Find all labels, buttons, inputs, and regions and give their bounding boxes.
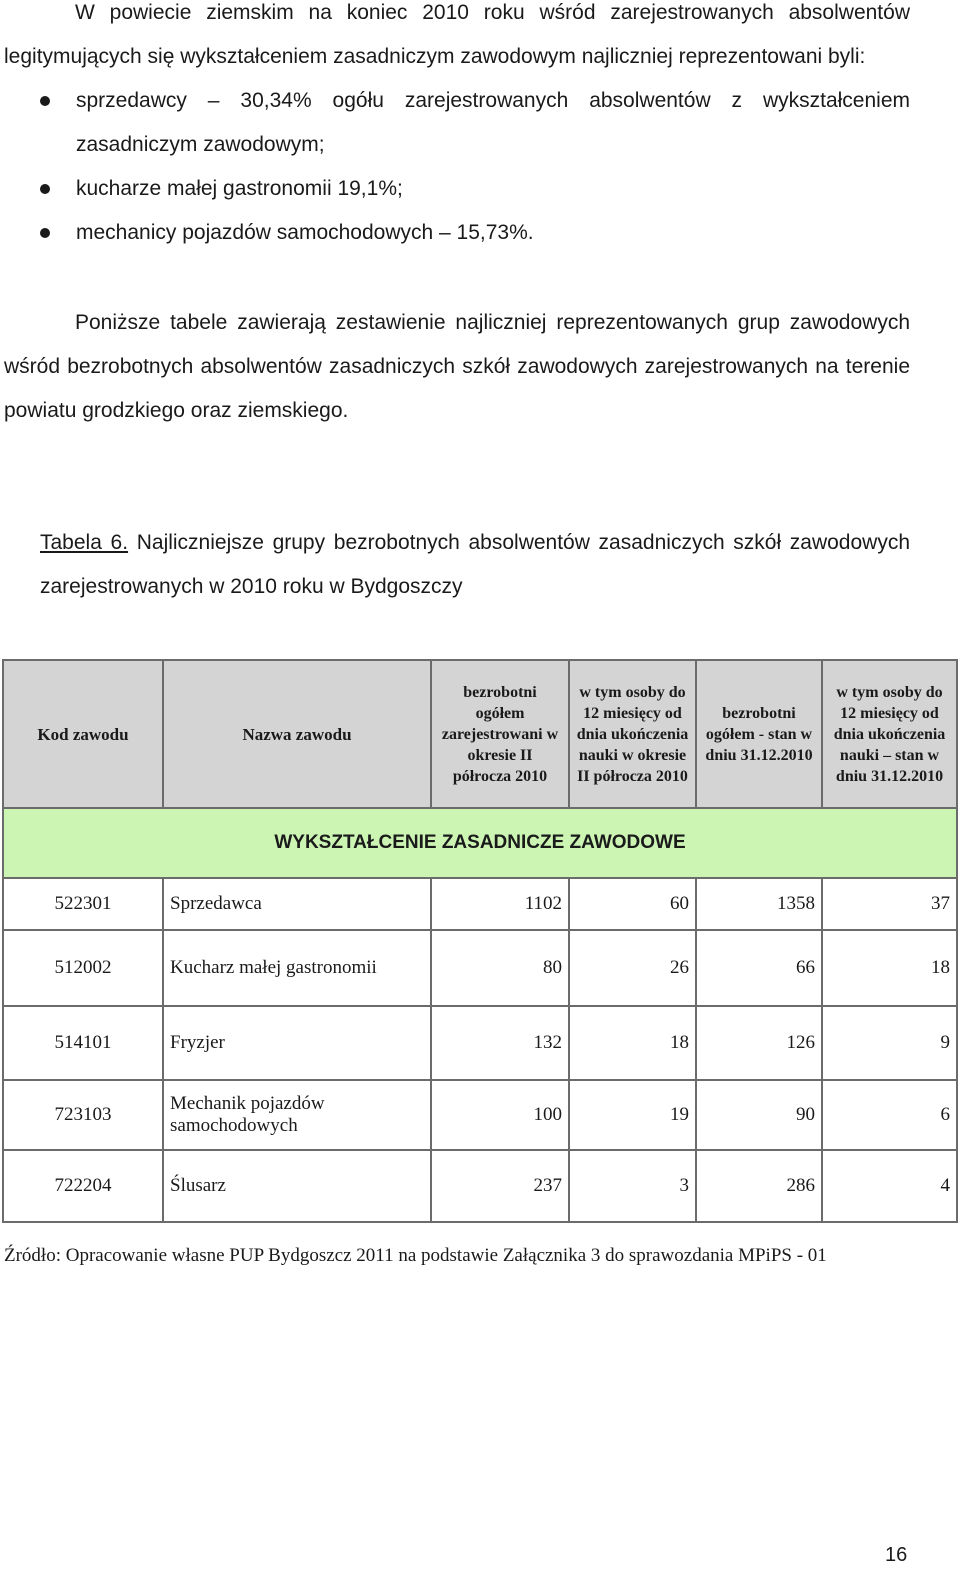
header-stan-31-12: bezrobotni ogółem - stan w dniu 31.12.2010 — [696, 660, 822, 808]
bullet-dot-icon — [40, 184, 50, 194]
table-caption-text: Najliczniejsze grupy bezrobotnych absolwentów zasadniczych szkół zawodowych zarejestrowanych w 2010 roku w Bydgoszczy — [40, 531, 910, 598]
header-nazwa-zawodu: Nazwa zawodu — [163, 660, 431, 808]
header-do-12-miesiecy-stan: w tym osoby do 12 miesięcy od dnia ukończenia nauki – stan w dniu 31.12.2010 — [822, 660, 957, 808]
header-bezrobotni-ogolem: bezrobotni ogółem zarejestrowani w okresie II półrocza 2010 — [431, 660, 569, 808]
list-item: sprzedawcy – 30,34% ogółu zarejestrowanych absolwentów z wykształceniem zasadniczym zawodowym; — [0, 79, 910, 167]
page-number: 16 — [885, 1544, 908, 1566]
bullet-dot-icon — [40, 228, 50, 238]
table-row: 722204 Ślusarz 237 3 286 4 — [3, 1150, 957, 1222]
bullet-dot-icon — [40, 96, 50, 106]
header-do-12-miesiecy: w tym osoby do 12 miesięcy od dnia ukończenia nauki w okresie II półrocza 2010 — [569, 660, 696, 808]
section-row — [3, 808, 957, 878]
table-row: 512002 Kucharz małej gastronomii 80 26 66 18 — [3, 930, 957, 1006]
table-row: 514101 Fryzjer 132 18 126 9 — [3, 1006, 957, 1080]
data-table — [2, 659, 958, 1223]
section-title: WYKSZTAŁCENIE ZASADNICZE ZAWODOWE — [3, 808, 957, 878]
intro-paragraph — [4, 0, 910, 79]
list-item: mechanicy pojazdów samochodowych – 15,73%. — [0, 211, 910, 255]
table-header-row — [3, 660, 957, 808]
table-row: 723103 Mechanik pojazdów samochodowych 100 19 90 6 — [3, 1080, 957, 1150]
bullet-list — [0, 79, 910, 255]
source-note: Źródło: Opracowanie własne PUP Bydgoszcz 2011 na podstawie Załącznika 3 do sprawozdania MPiPS - 01 — [4, 1245, 827, 1266]
header-kod-zawodu: Kod zawodu — [3, 660, 163, 808]
summary-paragraph: Poniższe tabele zawierają zestawienie najliczniej reprezentowanych grup zawodowych wśród bezrobotnych absolwentów zasadniczych szkół zawodowych zarejestrowanych na terenie powiatu grodzkiego oraz ziemskiego. — [4, 311, 910, 422]
intro-first-line: W powiecie ziemskim na koniec 2010 roku wśród zarejestrowanych absolwentów — [75, 1, 910, 24]
table-row: 522301 Sprzedawca 1102 60 1358 37 — [3, 878, 957, 930]
intro-rest: legitymujących się wykształceniem zasadniczym zawodowym najliczniej reprezentowani byli: — [4, 45, 866, 68]
list-item: kucharze małej gastronomii 19,1%; — [0, 167, 910, 211]
table-caption — [40, 521, 910, 609]
table-caption-label: Tabela 6. — [40, 531, 129, 554]
